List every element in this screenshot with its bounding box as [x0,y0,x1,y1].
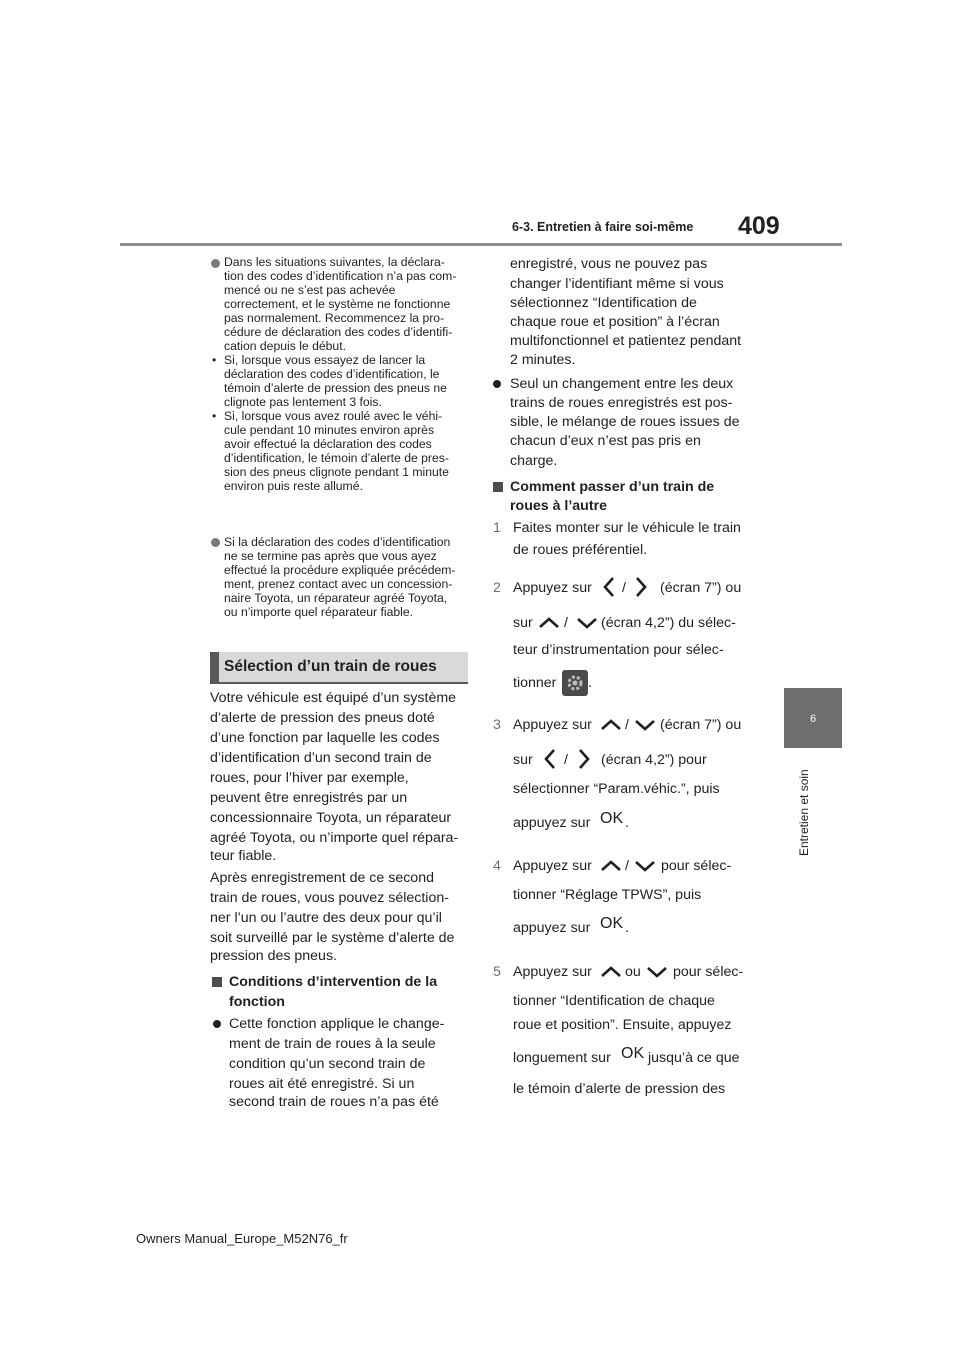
ok-button-icon: OK [600,810,624,827]
chapter-label: Entretien et soin [797,769,811,856]
ok-button-icon: OK [621,1045,645,1062]
settings-gear-icon [562,670,588,696]
square-bullet-icon [493,482,503,492]
chevron-right-icon [577,748,591,770]
footer-text: Owners Manual_Europe_M52N76_fr [136,1231,348,1246]
chapter-number: 6 [809,713,817,725]
black-bullet-icon [493,380,501,388]
ok-button-icon: OK [600,915,624,932]
chevron-left-icon [543,748,557,770]
square-bullet-icon [212,977,222,987]
grey-bullet-icon [211,259,220,268]
chevron-left-icon [602,576,616,598]
header-rule [120,243,842,246]
chevron-down-icon [576,616,598,630]
chevron-down-icon [646,965,668,979]
section-title: 6-3. Entretien à faire soi-même [512,220,694,234]
black-bullet-icon [213,1020,221,1028]
chevron-up-icon [600,718,622,732]
grey-bullet-icon [211,538,220,547]
chevron-up-icon [538,616,560,630]
sub-bullet-mark: • [212,409,217,423]
section-title-bar [210,652,219,684]
chevron-right-icon [634,576,648,598]
sub-bullet-mark: • [212,353,217,367]
chevron-up-icon [600,859,622,873]
page-number: 409 [738,212,780,240]
section-heading: Sélection d’un train de roues [224,658,437,675]
chevron-down-icon [634,859,656,873]
chevron-up-icon [600,965,622,979]
chevron-down-icon [634,718,656,732]
section-title-rule [210,682,468,684]
